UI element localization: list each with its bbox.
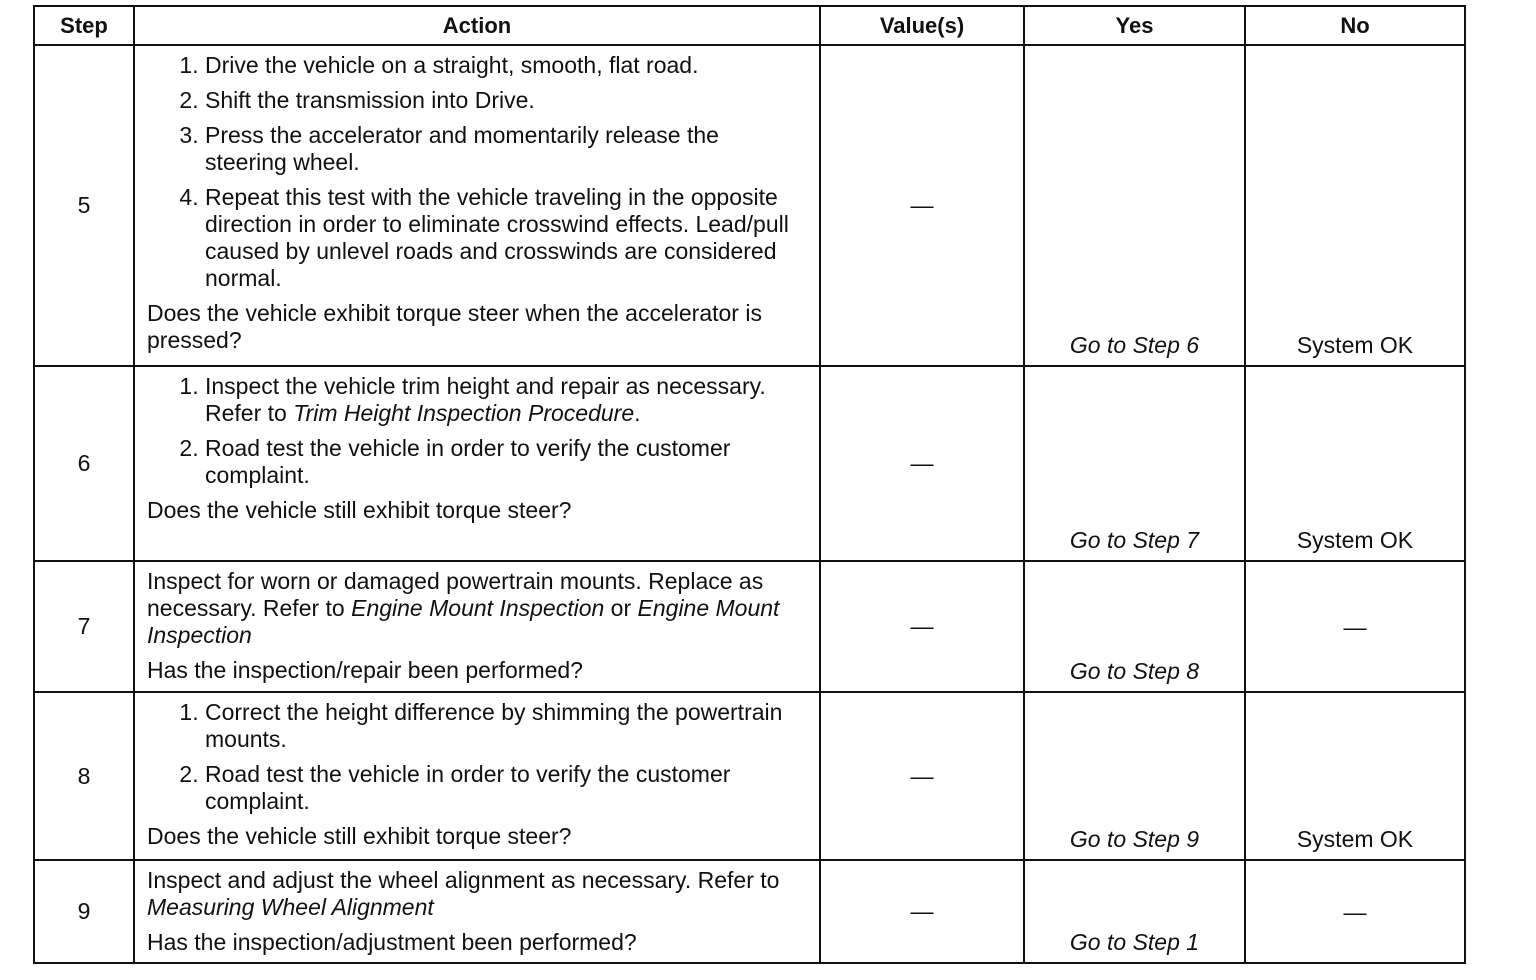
step-number: 8 <box>34 692 134 860</box>
procedure-reference: Engine Mount Inspection <box>147 595 780 648</box>
action-cell <box>134 860 820 963</box>
step-number: 7 <box>34 561 134 692</box>
value-cell: — <box>820 692 1024 860</box>
no-cell: — <box>1245 561 1465 692</box>
no-cell: System OK <box>1245 692 1465 860</box>
no-cell: System OK <box>1245 366 1465 561</box>
action-cell <box>134 366 820 561</box>
action-steps <box>147 52 807 292</box>
value-cell: — <box>820 561 1024 692</box>
action-question: Has the inspection/repair been performed? <box>147 657 583 683</box>
action-text: Inspect and adjust the wheel alignment as necessary. Refer to <box>147 867 780 893</box>
yes-cell: Go to Step 6 <box>1024 45 1245 366</box>
table-row-step-6 <box>34 366 1465 561</box>
action-question: Does the vehicle still exhibit torque steer? <box>147 497 572 523</box>
action-question: Does the vehicle exhibit torque steer when the accelerator is pressed? <box>147 300 762 353</box>
no-cell: System OK <box>1245 45 1465 366</box>
header-value: Value(s) <box>820 6 1024 45</box>
yes-cell: Go to Step 9 <box>1024 692 1245 860</box>
procedure-reference: Engine Mount Inspection <box>351 595 605 621</box>
step-number: 5 <box>34 45 134 366</box>
header-no: No <box>1245 6 1465 45</box>
procedure-reference: Measuring Wheel Alignment <box>147 894 434 920</box>
value-cell: — <box>820 366 1024 561</box>
step-number: 9 <box>34 860 134 963</box>
action-cell <box>134 692 820 860</box>
action-text: . <box>634 400 641 426</box>
yes-cell: Go to Step 8 <box>1024 561 1245 692</box>
yes-cell: Go to Step 1 <box>1024 860 1245 963</box>
action-step: 2. Shift the transmission into Drive. <box>205 87 807 114</box>
action-text: or <box>604 595 638 621</box>
action-step: 3. Press the accelerator and momentarily release the steering wheel. <box>205 122 807 176</box>
action-step: 4. Repeat this test with the vehicle traveling in the opposite direction in order to eliminate crosswind effects. Lead/pull caused by unlevel roads and crosswinds are considered normal. <box>205 184 807 292</box>
table-row-step-8 <box>34 692 1465 860</box>
action-cell <box>134 45 820 366</box>
action-text: Inspect the vehicle trim height and repair as necessary. Refer to <box>205 373 766 426</box>
action-paragraph <box>147 568 807 649</box>
procedure-reference: Trim Height Inspection Procedure <box>293 400 635 426</box>
action-text: Inspect for worn or damaged powertrain mounts. Replace as necessary. Refer to <box>147 568 764 621</box>
no-cell: — <box>1245 860 1465 963</box>
value-cell: — <box>820 45 1024 366</box>
yes-cell: Go to Step 7 <box>1024 366 1245 561</box>
action-steps <box>147 699 807 815</box>
header-row <box>34 6 1465 45</box>
action-cell <box>134 561 820 692</box>
action-step: 2. Road test the vehicle in order to verify the customer complaint. <box>205 435 807 489</box>
action-step: 1. Correct the height difference by shimming the powertrain mounts. <box>205 699 807 753</box>
table-row-step-7 <box>34 561 1465 692</box>
action-steps <box>147 373 807 489</box>
diagnostic-table <box>33 5 1466 964</box>
action-paragraph <box>147 867 807 921</box>
action-step: 1. Drive the vehicle on a straight, smooth, flat road. <box>205 52 807 79</box>
action-step: 2. Road test the vehicle in order to verify the customer complaint. <box>205 761 807 815</box>
action-step <box>205 373 807 427</box>
action-question: Does the vehicle still exhibit torque steer? <box>147 823 572 849</box>
header-action: Action <box>134 6 820 45</box>
value-cell: — <box>820 860 1024 963</box>
table-row-step-9 <box>34 860 1465 963</box>
table-row-step-5 <box>34 45 1465 366</box>
action-question: Has the inspection/adjustment been performed? <box>147 929 637 955</box>
header-step: Step <box>34 6 134 45</box>
step-number: 6 <box>34 366 134 561</box>
header-yes: Yes <box>1024 6 1245 45</box>
